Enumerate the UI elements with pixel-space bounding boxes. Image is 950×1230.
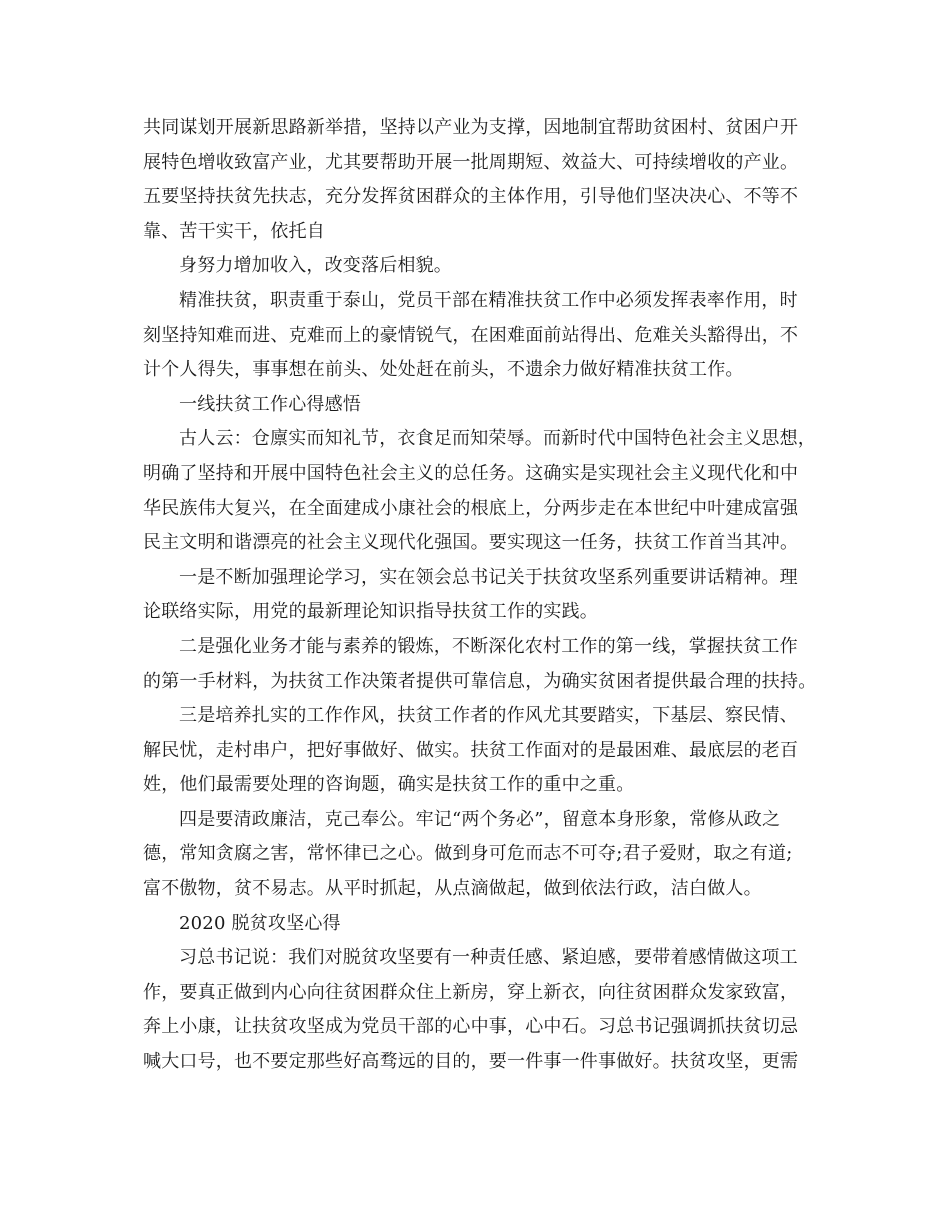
text-line: 华民族伟大复兴，在全面建成小康社会的根底上，分两步走在本世纪中叶建成富强 — [143, 497, 799, 519]
text-line: 计个人得失，事事想在前头、处处赶在前头，不遗余力做好精准扶贫工作。 — [143, 359, 744, 381]
text-line: 2020 脱贫攻坚心得 — [179, 912, 341, 934]
text-line: 习总书记说：我们对脱贫攻坚要有一种责任感、紧迫感，要带着感情做这项工 — [179, 947, 798, 969]
text-line: 作，要真正做到内心向往贫困群众住上新房，穿上新衣，向往贫困群众发家致富， — [143, 981, 799, 1003]
text-line: 四是要清政廉洁，克己奉公。牢记“两个务必”，留意本身形象，常修从政之 — [179, 808, 781, 830]
text-line: 奔上小康，让扶贫攻坚成为党员干部的心中事，心中石。习总书记强调抓扶贫切忌 — [143, 1016, 799, 1038]
text-line: 五要坚持扶贫先扶志，充分发挥贫困群众的主体作用，引导他们坚决决心、不等不 — [143, 186, 799, 208]
text-line: 论联络实际，用党的最新理论知识指导扶贫工作的实践。 — [143, 601, 598, 623]
text-line: 喊大口号，也不要定那些好高骛远的目的，要一件事一件事做好。扶贫攻坚，更需 — [143, 1051, 799, 1073]
text-line: 靠、苦干实干，依托自 — [143, 220, 325, 242]
text-line: 明确了坚持和开展中国特色社会主义的总任务。这确实是实现社会主义现代化和中 — [143, 462, 799, 484]
text-line: 一是不断加强理论学习，实在领会总书记关于扶贫攻坚系列重要讲话精神。理 — [179, 566, 798, 588]
text-line: 共同谋划开展新思路新举措，坚持以产业为支撑，因地制宜帮助贫困村、贫困户开 — [143, 117, 799, 138]
text-line: 德，常知贪腐之害，常怀律已之心。做到身可危而志不可夺;君子爱财，取之有道; — [143, 843, 793, 865]
text-line: 一线扶贫工作心得感悟 — [179, 393, 361, 415]
text-line: 刻坚持知难而进、克难而上的豪情锐气，在困难面前站得出、危难关头豁得出，不 — [143, 324, 799, 346]
text-line: 的第一手材料，为扶贫工作决策者提供可靠信息，为确实贫困者提供最合理的扶持。 — [143, 670, 817, 692]
text-line: 富不傲物，贫不易志。从平时抓起，从点滴做起，做到依法行政，洁白做人。 — [143, 878, 762, 900]
text-line: 精准扶贫，职责重于泰山，党员干部在精准扶贫工作中必须发挥表率作用，时 — [179, 289, 798, 311]
text-line: 民主文明和谐漂亮的社会主义现代化强国。要实现这一任务，扶贫工作首当其冲。 — [143, 532, 799, 554]
text-line: 展特色增收致富产业，尤其要帮助开展一批周期短、效益大、可持续增收的产业。 — [143, 151, 799, 173]
text-line: 古人云：仓廪实而知礼节，衣食足而知荣辱。而新时代中国特色社会主义思想， — [179, 428, 816, 450]
text-line: 姓，他们最需要处理的咨询题，确实是扶贫工作的重中之重。 — [143, 774, 635, 796]
text-line: 解民忧，走村串户，把好事做好、做实。扶贫工作面对的是最困难、最底层的老百 — [143, 739, 799, 761]
text-line: 三是培养扎实的工作作风，扶贫工作者的作风尤其要踏实，下基层、察民情、 — [179, 705, 798, 727]
text-line: 身努力增加收入，改变落后相貌。 — [179, 255, 452, 277]
document-body — [143, 111, 815, 1080]
text-line: 二是强化业务才能与素养的锻炼，不断深化农村工作的第一线，掌握扶贫工作 — [179, 635, 798, 657]
